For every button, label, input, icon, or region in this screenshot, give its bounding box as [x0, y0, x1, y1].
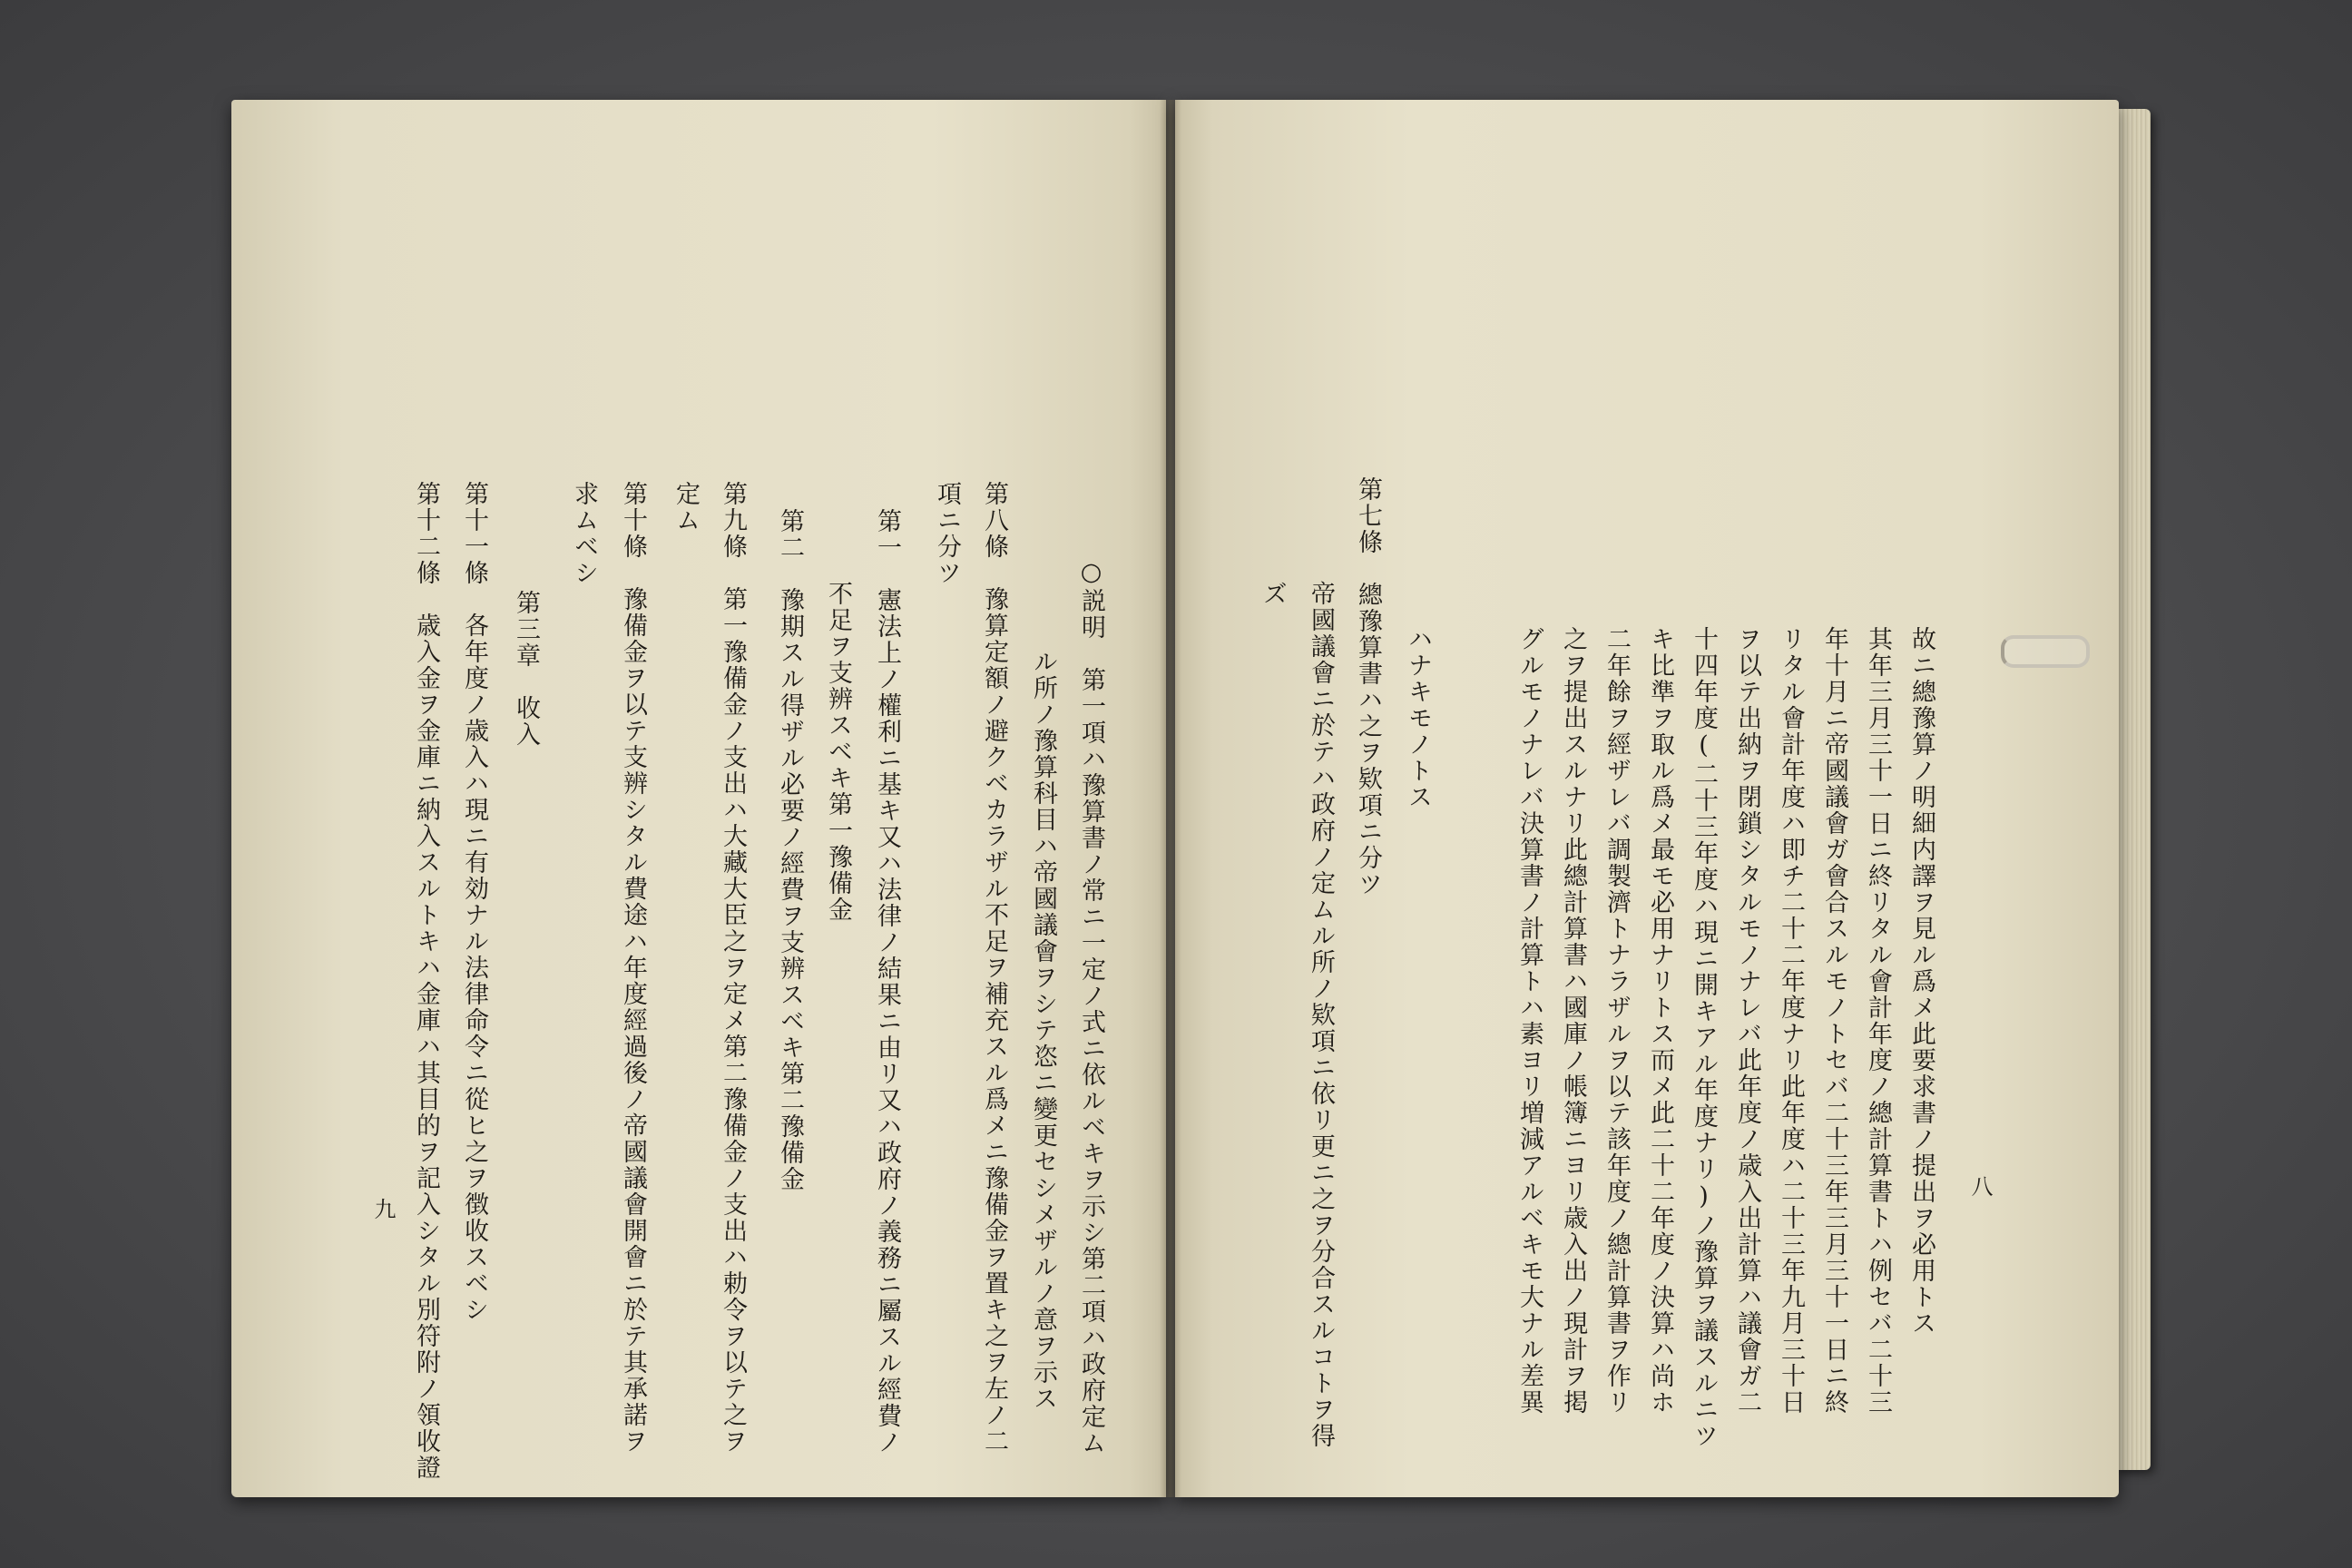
left-text-line: 項ニ分ツ: [933, 481, 961, 586]
book-gutter: [1160, 100, 1181, 1497]
right-text-line: 年十月ニ帝國議會ガ會合スルモノトセバ二十三年三月三十一日ニ終: [1820, 626, 1848, 1416]
left-text-line: 第二 豫期スル得ザル必要ノ經費ヲ支辨スベキ第二豫備金: [776, 508, 804, 1192]
left-text-line: 第一 憲法上ノ權利ニ基キ又ハ法律ノ結果ニ由リ又ハ政府ノ義務ニ屬スル經費ノ: [873, 508, 901, 1455]
right-article-7: 第七條 總豫算書ハ之ヲ欵項ニ分ツ: [1354, 476, 1382, 897]
left-text-line: 定ム: [671, 481, 700, 534]
left-page-number: 九: [370, 1198, 396, 1220]
right-page-number: 八: [1967, 1175, 1993, 1197]
left-page: [231, 100, 1166, 1497]
right-text-line: キ比準ヲ取ル爲メ最モ必用ナリトス而メ此二十二年度ノ決算ハ尚ホ: [1646, 626, 1674, 1416]
right-text-line: 帝國議會ニ於テハ政府ノ定ムル所ノ欵項ニ依リ更ニ之ヲ分合スルコトヲ得: [1307, 581, 1335, 1449]
left-text-line: 不足ヲ支辨スベキ第一豫備金: [824, 581, 852, 923]
right-text-line: 其年三月三十一日ニ終リタル會計年度ノ總計算書トハ例セバ二十三: [1864, 626, 1892, 1416]
right-text-line: 故ニ總豫算ノ明細内譯ヲ見ル爲メ此要求書ノ提出ヲ必用トス: [1907, 626, 1936, 1337]
right-text-line: 之ヲ提出スルナリ此總計算書ハ國庫ノ帳簿ニヨリ歳入出ノ現計ヲ掲: [1559, 626, 1587, 1416]
page-stack-edge: [2114, 109, 2151, 1470]
left-article-12: 第十二條 歳入金ヲ金庫ニ納入スルトキハ金庫ハ其目的ヲ記入シタル別符附ノ領收證: [412, 481, 440, 1481]
left-text-line: ○説明 第一項ハ豫算書ノ常ニ一定ノ式ニ依ルベキヲ示シ第二項ハ政府定ム: [1077, 558, 1105, 1456]
left-article-11: 第十一條 各年度ノ歳入ハ現ニ有効ナル法律命令ニ從ヒ之ヲ徴收スベシ: [460, 481, 488, 1323]
right-text-line: リタル會計年度ハ即チ二十二年度ナリ此年度ハ二十三年九月三十日: [1777, 626, 1805, 1416]
chapter-3-heading: 第三章 收入: [512, 590, 540, 748]
right-text-line: ハナキモノトス: [1404, 626, 1432, 810]
left-text-line: ル所ノ豫算科目ハ帝國議會ヲシテ恣ニ變更セシメザルノ意ヲ示ス: [1029, 649, 1057, 1412]
left-article-10: 第十條 豫備金ヲ以テ支辨シタル費途ハ年度經過後ノ帝國議會開會ニ於テ其承諾ヲ: [619, 481, 647, 1455]
right-text-line: グルモノナレバ決算書ノ計算トハ素ヨリ増減アルベキモ大ナル差異: [1515, 626, 1544, 1416]
right-text-line: 十四年度(二十三年度ハ現ニ開キアル年度ナリ)ノ豫算ヲ議スルニツ: [1690, 626, 1718, 1449]
right-text-line: ヲ以テ出納ヲ閉鎖シタルモノナレバ此年度ノ歳入出計算ハ議會ガ二: [1733, 626, 1761, 1416]
left-article-8: 第八條 豫算定額ノ避クベカラザル不足ヲ補充スル爲メニ豫備金ヲ置キ之ヲ左ノ二: [980, 481, 1008, 1455]
right-text-line: ズ: [1259, 581, 1287, 607]
left-text-line: 求ムベシ: [570, 481, 598, 586]
right-text-line: 二年餘ヲ經ザレバ調製濟トナラザルヲ以テ該年度ノ總計算書ヲ作リ: [1602, 626, 1631, 1416]
staple: [2001, 635, 2090, 668]
left-article-9: 第九條 第一豫備金ノ支出ハ大藏大臣之ヲ定メ第二豫備金ノ支出ハ勅令ヲ以テ之ヲ: [719, 481, 747, 1455]
